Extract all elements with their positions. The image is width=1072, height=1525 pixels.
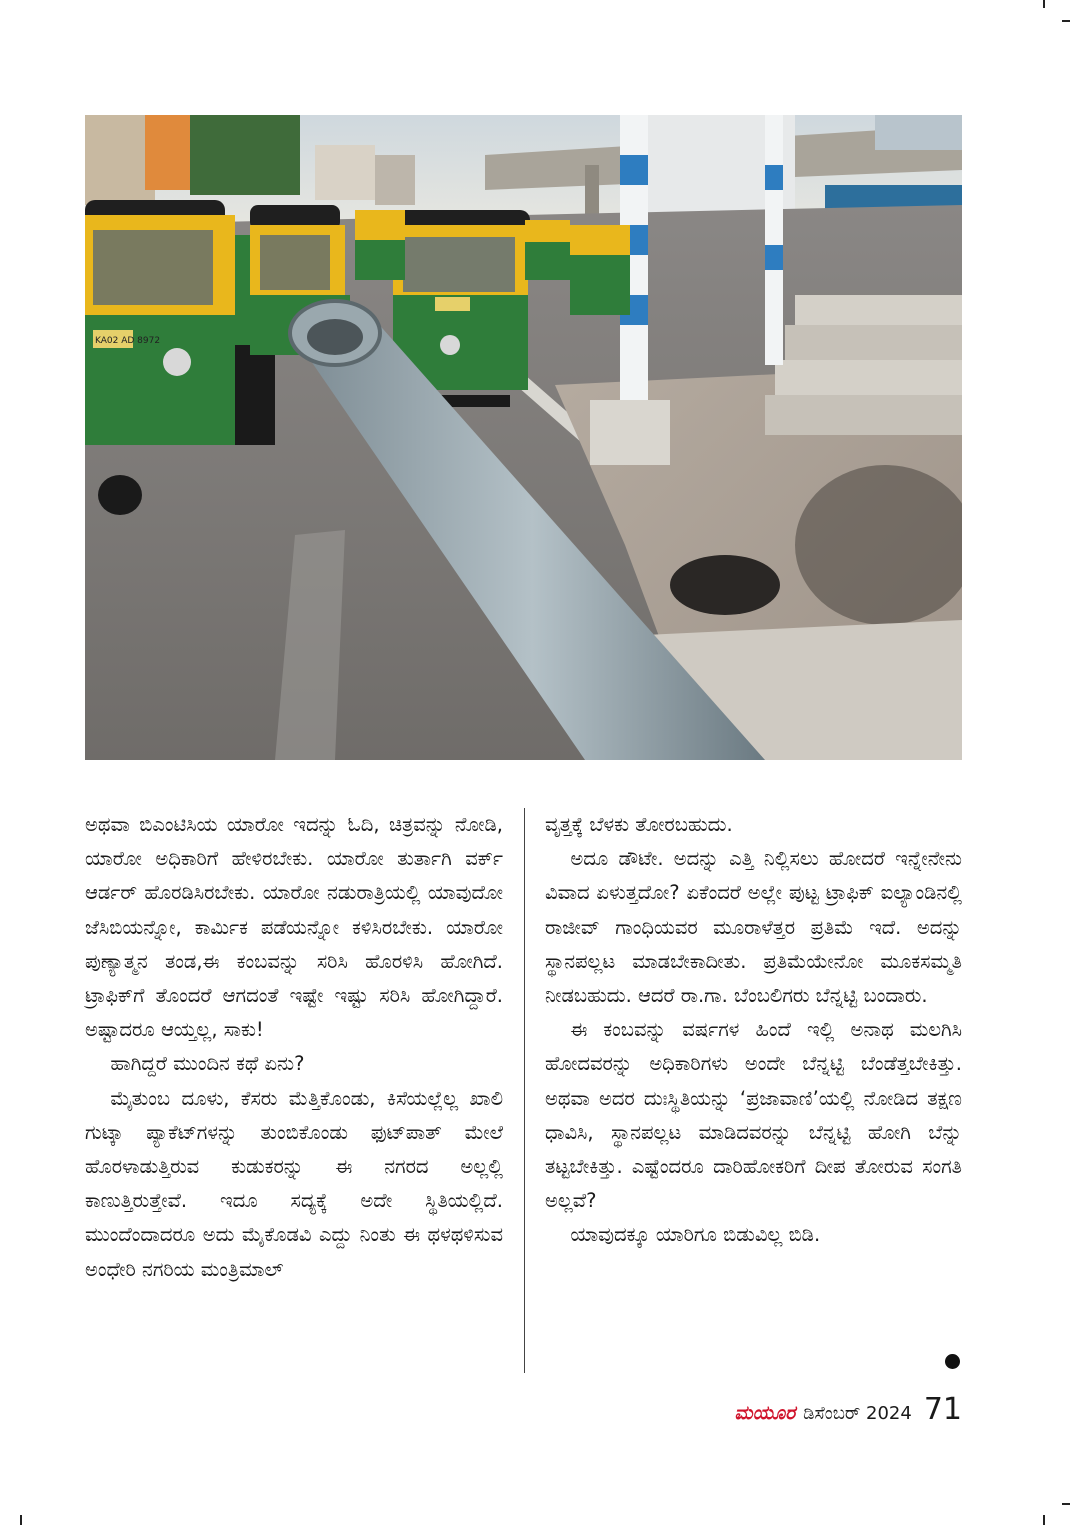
issue-date: ಡಿಸೆಂಬರ್ 2024 xyxy=(803,1403,912,1424)
crop-mark-bottom-right xyxy=(1043,1515,1045,1525)
paragraph: ಈ ಕಂಬವನ್ನು ವರ್ಷಗಳ ಹಿಂದೆ ಇಲ್ಲಿ ಅನಾಥ ಮಲಗಿಸಿ ಹೋದವರನ್ನು ಅಧಿಕಾರಿಗಳು ಅಂದೇ ಬೆನ್ನಟ್ಟಿ ಬೆಂಡೆತ್ತಬೇಕಿತ್ತು. ಅಥವಾ ಅದರ ದುಃಸ್ಥಿತಿಯನ್ನು ‘ಪ್ರಜಾವಾಣಿ’ಯಲ್ಲಿ ನೋಡಿದ ತಕ್ಷಣ ಧಾವಿಸಿ, ಸ್ಥಾನಪಲ್ಲಟ ಮಾಡಿದವರನ್ನು ಬೆನ್ನಟ್ಟಿ ಹೋಗಿ ಬೆನ್ನು ತಟ್ಟಬೇಕಿತ್ತು. ಎಷ್ಟೆಂದರೂ ದಾರಿಹೋಕರಿಗೆ ದೀಪ ತೋರುವ ಸಂಗತಿ ಅಲ್ಲವೆ? xyxy=(545,1018,962,1213)
crop-mark-right-bottom xyxy=(1062,1503,1070,1505)
page-footer xyxy=(735,1392,962,1427)
paragraph: ಹಾಗಿದ್ದರೆ ಮುಂದಿನ ಕಥೆ ಏನು? xyxy=(110,1052,305,1076)
article-column-left xyxy=(85,808,503,1287)
paragraph: ಅದೂ ಡೌಟೇ. ಅದನ್ನು ಎತ್ತಿ ನಿಲ್ಲಿಸಲು ಹೋದರೆ ಇನ್ನೇನೇನು ವಿವಾದ ಏಳುತ್ತದೋ? ಏಕೆಂದರೆ ಅಲ್ಲೇ ಪುಟ್ಟ ಟ್ರಾಫಿಕ್ ಐಲ್ಯಾಂಡಿನಲ್ಲಿ ರಾಜೀವ್ ಗಾಂಧಿಯವರ ಮೂರಾಳೆತ್ತರ ಪ್ರತಿಮೆ ಇದೆ. ಅದನ್ನು ಸ್ಥಾನಪಲ್ಲಟ ಮಾಡಬೇಕಾದೀತು. ಪ್ರತಿಮೆಯೇನೋ ಮೂಕಸಮ್ಮತಿ ನೀಡಬಹುದು. ಆದರೆ ರಾ.ಗಾ. ಬೆಂಬಲಿಗರು ಬೆನ್ನಟ್ಟಿ ಬಂದಾರು. xyxy=(545,847,962,1008)
page-number: 71 xyxy=(923,1392,962,1427)
paragraph: ವೃತ್ತಕ್ಕೆ ಬೆಳಕು ತೋರಬಹುದು. xyxy=(545,813,733,836)
svg-text:KA02 AD 8972: KA02 AD 8972 xyxy=(95,336,161,346)
crop-mark-bottom-left xyxy=(20,1515,22,1525)
article-body xyxy=(85,808,962,1383)
paragraph: ಅಥವಾ ಬಿಎಂಟಿಸಿಯ ಯಾರೋ ಇದನ್ನು ಓದಿ, ಚಿತ್ರವನ್ನು ನೋಡಿ, ಯಾರೋ ಅಧಿಕಾರಿಗೆ ಹೇಳಿರಬೇಕು. ಯಾರೋ ತುರ್ತಾಗಿ ವರ್ಕ್ ಆರ್ಡರ್ ಹೊರಡಿಸಿರಬೇಕು. ಯಾರೋ ನಡುರಾತ್ರಿಯಲ್ಲಿ ಯಾವುದೋ ಜೆಸಿಬಿಯನ್ನೋ, ಕಾರ್ಮಿಕ ಪಡೆಯನ್ನೋ ಕಳಿಸಿರಬೇಕು. ಯಾರೋ ಪುಣ್ಯಾತ್ಮನ ತಂಡ,ಈ ಕಂಬವನ್ನು ಸರಿಸಿ ಹೊರಳಿಸಿ ಹೋಗಿದೆ. ಟ್ರಾಫಿಕ್‌ಗೆ ತೊಂದರೆ ಆಗದಂತೆ ಇಷ್ಟೇ ಇಷ್ಟು ಸರಿಸಿ ಹೋಗಿದ್ದಾರೆ. ಅಷ್ಟಾದರೂ ಆಯ್ತಲ್ಲ, ಸಾಕು! xyxy=(85,813,503,1042)
paragraph: ಯಾವುದಕ್ಕೂ ಯಾರಿಗೂ ಬಿಡುವಿಲ್ಲ ಬಿಡಿ. xyxy=(570,1223,821,1247)
column-divider xyxy=(524,808,525,1373)
crop-mark-right-top xyxy=(1062,20,1070,22)
article-photo xyxy=(85,115,962,760)
magazine-logo: ಮಯೂರ xyxy=(734,1402,796,1424)
crop-mark-top-right xyxy=(1043,0,1045,8)
article-column-right xyxy=(545,808,962,1253)
end-of-article-bullet-icon xyxy=(945,1354,960,1369)
paragraph: ಮೈತುಂಬ ದೂಳು, ಕೆಸರು ಮೆತ್ತಿಕೊಂಡು, ಕಿಸೆಯಲ್ಲೆಲ್ಲ ಖಾಲಿ ಗುಟ್ಕಾ ಪ್ಯಾಕೆಟ್‌ಗಳನ್ನು ತುಂಬಿಕೊಂಡು ಫುಟ್‌ಪಾತ್ ಮೇಲೆ ಹೊರಳಾಡುತ್ತಿರುವ ಕುಡುಕರನ್ನು ಈ ನಗರದ ಅಲ್ಲಲ್ಲಿ ಕಾಣುತ್ತಿರುತ್ತೇವೆ. ಇದೂ ಸದ್ಯಕ್ಕೆ ಅದೇ ಸ್ಥಿತಿಯಲ್ಲಿದೆ. ಮುಂದೆಂದಾದರೂ ಅದು ಮೈಕೊಡವಿ ಎದ್ದು ನಿಂತು ಈ ಥಳಥಳಿಸುವ ಅಂಧೇರಿ ನಗರಿಯ ಮಂತ್ರಿಮಾಲ್ xyxy=(85,1086,503,1281)
